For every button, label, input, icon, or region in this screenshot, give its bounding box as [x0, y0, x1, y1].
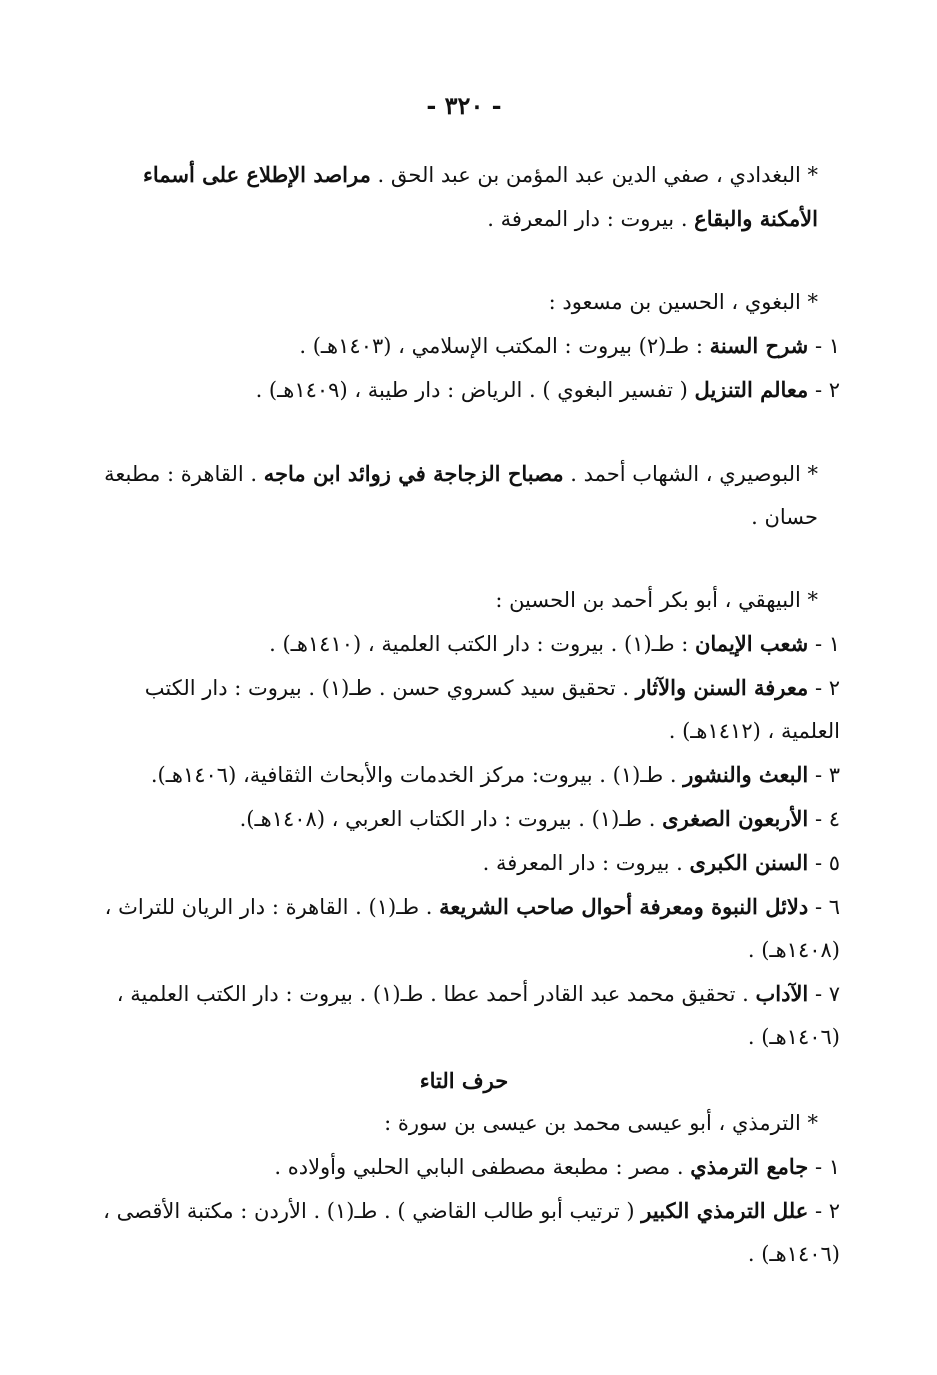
work-item	[88, 666, 840, 753]
work-item	[88, 1189, 840, 1276]
book-title: علل الترمذي الكبير	[641, 1198, 809, 1223]
work-number: ٢ -	[808, 378, 840, 402]
book-title: الأربعون الصغرى	[662, 806, 809, 831]
work-number: ١ -	[808, 334, 840, 358]
work-details: ( ترتيب أبو طالب القاضي ) . طـ(١) . الأردن : مكتبة الأقصى ، (١٤٠٦هـ) .	[103, 1199, 840, 1266]
work-item	[88, 753, 840, 797]
work-item	[88, 1145, 840, 1189]
work-item	[88, 972, 840, 1059]
work-number: ١ -	[808, 1155, 840, 1179]
work-item	[88, 368, 840, 412]
work-details: ( تفسير البغوي ) . الرياض : دار طيبة ، (١٤٠٩هـ) .	[255, 378, 695, 402]
author-line: * البيهقي ، أبو بكر أحمد بن الحسين :	[495, 588, 818, 612]
work-details: . بيروت : دار المعرفة .	[482, 851, 690, 875]
work-details: . طـ(١) . القاهرة : دار الريان للتراث ، (١٤٠٨هـ) .	[104, 895, 840, 962]
work-item	[88, 324, 840, 368]
book-title: مصباح الزجاجة في زوائد ابن ماجه	[263, 461, 564, 486]
work-details: . تحقيق سيد كسروي حسن . طـ(١) . بيروت : دار الكتب العلمية ، (١٤١٢هـ) .	[144, 676, 840, 743]
work-details: . مصر : مطبعة مصطفى البابي الحلبي وأولاده .	[274, 1155, 691, 1179]
work-details: : طـ(١) . بيروت : دار الكتب العلمية ، (١٤١٠هـ) .	[269, 632, 695, 656]
work-details: : طـ(٢) بيروت : المكتب الإسلامي ، (١٤٠٣هـ) .	[299, 334, 710, 358]
work-item	[88, 797, 840, 841]
work-number: ١ -	[808, 632, 840, 656]
author-line: * الترمذي ، أبو عيسى محمد بن عيسى بن سورة :	[384, 1111, 818, 1135]
work-item	[88, 841, 840, 885]
work-number: ٥ -	[808, 851, 840, 875]
document-page	[88, 84, 840, 1276]
work-number: ٢ -	[808, 1199, 840, 1223]
page-number: - ٣٢٠ -	[426, 91, 502, 120]
book-title: البعث والنشور	[683, 762, 809, 787]
work-details: . طـ(١) . بيروت: مركز الخدمات والأبحاث الثقافية، (١٤٠٦هـ).	[150, 763, 684, 787]
book-title: دلائل النبوة ومعرفة أحوال صاحب الشريعة	[439, 894, 809, 919]
work-number: ٤ -	[808, 807, 840, 831]
work-number: ٧ -	[808, 982, 840, 1006]
book-title: الآداب	[755, 981, 809, 1006]
section-heading: حرف التاء	[419, 1068, 509, 1093]
work-number: ٦ -	[808, 895, 840, 919]
entry-text: . بيروت : دار المعرفة .	[487, 207, 695, 231]
work-number: ٣ -	[808, 763, 840, 787]
work-item	[88, 622, 840, 666]
bibliography-entry	[88, 452, 840, 539]
book-title: جامع الترمذي	[690, 1154, 809, 1179]
book-title: شعب الإيمان	[694, 631, 809, 656]
author-line: * البغوي ، الحسين بن مسعود :	[548, 290, 818, 314]
book-title: مراصد الإطلاع على أسماء الأمكنة والبقاع	[142, 162, 818, 231]
work-number: ٢ -	[808, 676, 840, 700]
bibliography-entry	[88, 153, 840, 241]
work-details: . طـ(١) . بيروت : دار الكتاب العربي ، (١٤٠٨هـ).	[239, 807, 663, 831]
book-title: معالم التنزيل	[694, 377, 809, 402]
work-item	[88, 885, 840, 972]
book-title: معرفة السنن والآثار	[635, 675, 809, 700]
entry-text: * البوصيري ، الشهاب أحمد .	[563, 462, 818, 486]
book-title: شرح السنة	[709, 333, 809, 358]
book-title: السنن الكبرى	[689, 850, 809, 875]
entry-text: * البغدادي ، صفي الدين عبد المؤمن بن عبد الحق .	[370, 163, 818, 187]
entry-text: . القاهرة : مطبعة حسان .	[104, 462, 818, 529]
work-details: . تحقيق محمد عبد القادر أحمد عطا . طـ(١) . بيروت : دار الكتب العلمية ، (١٤٠٦هـ) .	[116, 982, 840, 1049]
